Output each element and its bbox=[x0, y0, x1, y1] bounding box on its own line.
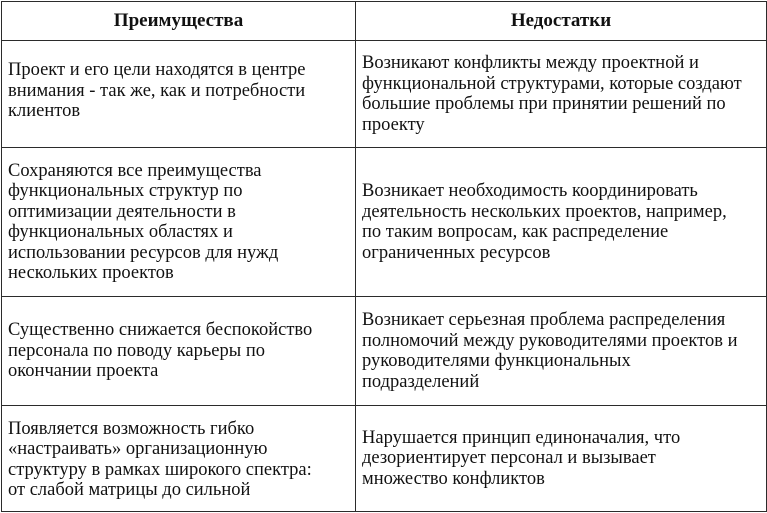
disadvantage-text: Нарушается принцип единоначалия, что дезориентирует персонал и вызывает множество конфликтов bbox=[362, 427, 681, 489]
advantage-text: Появляется возможность гибко «настраивать» организационную структуру в рамках широкого спектра: от слабой матрицы до сильной bbox=[8, 418, 312, 500]
header-row bbox=[2, 2, 767, 41]
header-advantages: Преимущества bbox=[2, 2, 356, 41]
pros-cons-table bbox=[1, 1, 767, 512]
table-row bbox=[2, 148, 767, 297]
advantage-text: Сохраняются все преимущества функциональных структур по оптимизации деятельности в функциональных областях и использовании ресурсов для нужд нескольких проектов bbox=[8, 160, 279, 283]
disadvantage-cell bbox=[356, 41, 767, 148]
table-row bbox=[2, 41, 767, 148]
advantage-cell bbox=[2, 297, 356, 406]
disadvantage-cell bbox=[356, 148, 767, 297]
header-disadvantages: Недостатки bbox=[356, 2, 767, 41]
advantage-cell bbox=[2, 148, 356, 297]
disadvantage-text: Возникает серьезная проблема распределения полномочий между руководителями проектов и руководителями функциональных подразделений bbox=[362, 310, 738, 392]
disadvantage-cell bbox=[356, 406, 767, 512]
table-row bbox=[2, 406, 767, 512]
disadvantage-cell bbox=[356, 297, 767, 406]
advantage-text: Проект и его цели находятся в центре внимания - так же, как и потребности клиентов bbox=[8, 60, 306, 122]
advantage-text: Существенно снижается беспокойство персонала по поводу карьеры по окончании проекта bbox=[8, 320, 313, 382]
disadvantage-text: Возникают конфликты между проектной и функциональной структурами, которые создают большие проблемы при принятии решений по проекту bbox=[362, 53, 742, 135]
disadvantage-text: Возникает необходимость координировать деятельность нескольких проектов, например, по таким вопросам, как распределение ограниченных ресурсов bbox=[362, 181, 727, 263]
table-row bbox=[2, 297, 767, 406]
advantage-cell bbox=[2, 406, 356, 512]
advantage-cell bbox=[2, 41, 356, 148]
